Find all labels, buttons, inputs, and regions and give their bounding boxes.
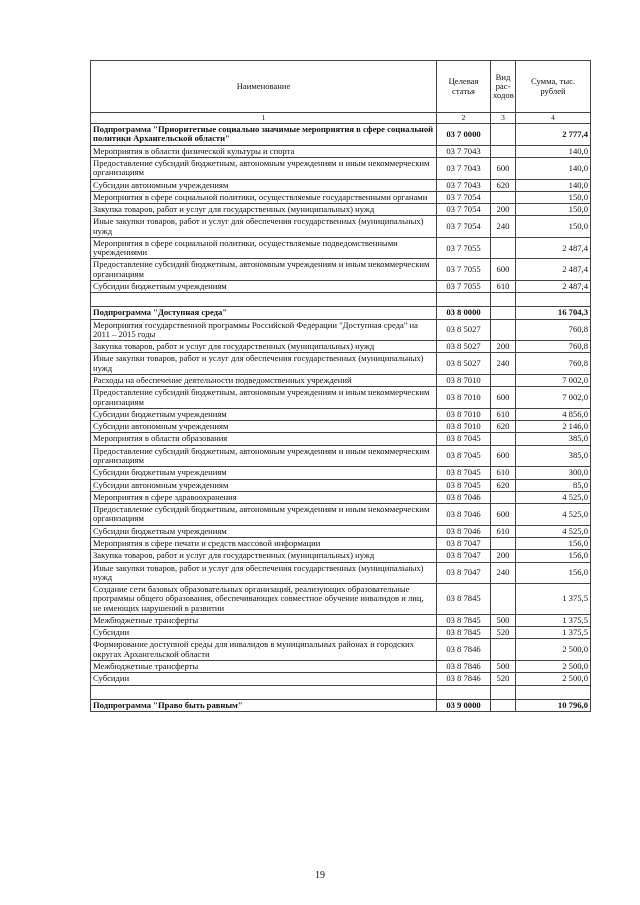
row-target-code-cell: 03 8 7045 <box>437 467 491 479</box>
row-target-code-cell <box>437 293 491 307</box>
row-expense-kind-cell <box>491 433 516 445</box>
table-row <box>91 145 591 157</box>
row-amount-cell: 156,0 <box>516 562 591 584</box>
row-target-code-cell: 03 7 7054 <box>437 204 491 216</box>
row-expense-kind-cell <box>491 191 516 203</box>
row-name-cell: Предоставление субсидий бюджетным, автономным учреждениям и иным некоммерческим организациям <box>91 445 437 467</box>
row-target-code-cell: 03 7 7055 <box>437 237 491 259</box>
subprogram-row <box>91 699 591 711</box>
row-name-cell: Мероприятия в сфере здравоохранения <box>91 491 437 503</box>
table-row <box>91 259 591 281</box>
budget-table <box>90 60 591 712</box>
row-amount-cell: 85,0 <box>516 479 591 491</box>
row-expense-kind-cell <box>491 685 516 699</box>
row-target-code-cell: 03 8 7845 <box>437 584 491 615</box>
row-expense-kind-cell: 620 <box>491 179 516 191</box>
row-amount-cell: 7 002,0 <box>516 387 591 409</box>
subprogram-row <box>91 307 591 319</box>
row-name-cell: Субсидии автономным учреждениям <box>91 179 437 191</box>
subprogram-row <box>91 124 591 146</box>
row-target-code-cell: 03 7 7055 <box>437 281 491 293</box>
row-target-code-cell: 03 7 7054 <box>437 216 491 238</box>
row-amount-cell: 2 146,0 <box>516 421 591 433</box>
table-row <box>91 550 591 562</box>
row-expense-kind-cell: 520 <box>491 673 516 685</box>
row-amount-cell: 385,0 <box>516 433 591 445</box>
row-expense-kind-cell <box>491 319 516 341</box>
row-target-code-cell: 03 8 7846 <box>437 639 491 661</box>
row-amount-cell: 2 487,4 <box>516 259 591 281</box>
table-row <box>91 216 591 238</box>
table-row <box>91 237 591 259</box>
row-expense-kind-cell: 600 <box>491 259 516 281</box>
row-name-cell: Подпрограмма "Право быть равным" <box>91 699 437 711</box>
row-expense-kind-cell <box>491 375 516 387</box>
table-row <box>91 421 591 433</box>
row-name-cell <box>91 293 437 307</box>
row-amount-cell: 156,0 <box>516 550 591 562</box>
row-expense-kind-cell: 240 <box>491 353 516 375</box>
row-target-code-cell: 03 8 7846 <box>437 673 491 685</box>
header-name: Наименование <box>91 61 437 113</box>
table-row <box>91 387 591 409</box>
row-target-code-cell: 03 7 7043 <box>437 179 491 191</box>
row-amount-cell: 10 796,0 <box>516 699 591 711</box>
row-expense-kind-cell <box>491 699 516 711</box>
row-name-cell: Подпрограмма "Доступная среда" <box>91 307 437 319</box>
row-amount-cell: 2 500,0 <box>516 661 591 673</box>
row-amount-cell: 2 487,4 <box>516 281 591 293</box>
table-row <box>91 204 591 216</box>
row-expense-kind-cell: 200 <box>491 550 516 562</box>
row-name-cell: Субсидии <box>91 627 437 639</box>
row-amount-cell: 4 525,0 <box>516 525 591 537</box>
row-expense-kind-cell: 200 <box>491 341 516 353</box>
row-amount-cell <box>516 293 591 307</box>
row-target-code-cell: 03 8 7047 <box>437 537 491 549</box>
table-row <box>91 191 591 203</box>
row-expense-kind-cell <box>491 124 516 146</box>
row-amount-cell: 4 525,0 <box>516 491 591 503</box>
table-row <box>91 479 591 491</box>
row-expense-kind-cell: 240 <box>491 216 516 238</box>
row-expense-kind-cell: 600 <box>491 387 516 409</box>
row-target-code-cell: 03 8 7010 <box>437 408 491 420</box>
row-expense-kind-cell: 610 <box>491 467 516 479</box>
spacer-row <box>91 293 591 307</box>
row-amount-cell: 1 375,5 <box>516 627 591 639</box>
row-amount-cell: 150,0 <box>516 204 591 216</box>
row-name-cell: Предоставление субсидий бюджетным, автономным учреждениям и иным некоммерческим организациям <box>91 504 437 526</box>
row-name-cell: Предоставление субсидий бюджетным, автономным учреждениям и иным некоммерческим организациям <box>91 387 437 409</box>
table-row <box>91 661 591 673</box>
row-amount-cell: 2 777,4 <box>516 124 591 146</box>
row-target-code-cell: 03 8 5027 <box>437 319 491 341</box>
row-target-code-cell: 03 9 0000 <box>437 699 491 711</box>
spacer-row <box>91 685 591 699</box>
row-name-cell: Создание сети базовых образовательных организаций, реализующих образовательные программы общего образования, обеспечивающих совместное обучение инвалидов и лиц, не имеющих нарушений в развитии <box>91 584 437 615</box>
row-name-cell: Расходы на обеспечение деятельности подведомственных учреждений <box>91 375 437 387</box>
row-name-cell <box>91 685 437 699</box>
row-name-cell: Подпрограмма "Приоритетные социально значимые мероприятия в сфере социальной политики Архангельской области" <box>91 124 437 146</box>
row-target-code-cell: 03 8 7845 <box>437 614 491 626</box>
row-name-cell: Мероприятия в сфере социальной политики, осуществляемые подведомственными учреждениями <box>91 237 437 259</box>
row-name-cell: Мероприятия государственной программы Российской Федерации "Доступная среда" на 2011 – 2015 годы <box>91 319 437 341</box>
row-expense-kind-cell: 500 <box>491 614 516 626</box>
row-name-cell: Межбюджетные трансферты <box>91 614 437 626</box>
row-target-code-cell: 03 8 5027 <box>437 353 491 375</box>
row-target-code-cell: 03 7 0000 <box>437 124 491 146</box>
header-expense-kind: Вид рас-ходов <box>491 61 516 113</box>
row-amount-cell: 4 856,0 <box>516 408 591 420</box>
row-name-cell: Субсидии автономным учреждениям <box>91 479 437 491</box>
row-target-code-cell: 03 8 7010 <box>437 421 491 433</box>
row-target-code-cell: 03 8 7010 <box>437 375 491 387</box>
column-number-row <box>91 113 591 124</box>
table-row <box>91 491 591 503</box>
row-name-cell: Субсидии <box>91 673 437 685</box>
table-row <box>91 375 591 387</box>
row-name-cell: Мероприятия в области физической культуры и спорта <box>91 145 437 157</box>
table-row <box>91 562 591 584</box>
row-expense-kind-cell: 610 <box>491 525 516 537</box>
row-expense-kind-cell: 240 <box>491 562 516 584</box>
row-name-cell: Межбюджетные трансферты <box>91 661 437 673</box>
row-amount-cell: 760,8 <box>516 353 591 375</box>
row-target-code-cell: 03 8 7045 <box>437 479 491 491</box>
table-row <box>91 341 591 353</box>
row-name-cell: Мероприятия в сфере социальной политики, осуществляемые государственными органами <box>91 191 437 203</box>
table-row <box>91 525 591 537</box>
row-expense-kind-cell: 600 <box>491 504 516 526</box>
table-header-row <box>91 61 591 113</box>
column-number-1: 1 <box>91 113 437 124</box>
row-name-cell: Предоставление субсидий бюджетным, автономным учреждениям и иным некоммерческим организациям <box>91 259 437 281</box>
row-name-cell: Закупка товаров, работ и услуг для государственных (муниципальных) нужд <box>91 204 437 216</box>
row-expense-kind-cell <box>491 145 516 157</box>
row-amount-cell: 140,0 <box>516 145 591 157</box>
row-expense-kind-cell: 620 <box>491 479 516 491</box>
row-expense-kind-cell: 600 <box>491 445 516 467</box>
table-row <box>91 673 591 685</box>
page-number: 19 <box>315 870 325 881</box>
row-name-cell: Субсидии бюджетным учреждениям <box>91 408 437 420</box>
row-amount-cell: 150,0 <box>516 216 591 238</box>
row-name-cell: Мероприятия в области образования <box>91 433 437 445</box>
row-name-cell: Закупка товаров, работ и услуг для государственных (муниципальных) нужд <box>91 341 437 353</box>
row-expense-kind-cell: 500 <box>491 661 516 673</box>
row-target-code-cell <box>437 685 491 699</box>
row-expense-kind-cell <box>491 237 516 259</box>
row-amount-cell: 2 487,4 <box>516 237 591 259</box>
column-number-2: 2 <box>437 113 491 124</box>
column-number-4: 4 <box>516 113 591 124</box>
row-target-code-cell: 03 7 7054 <box>437 191 491 203</box>
row-expense-kind-cell <box>491 307 516 319</box>
row-target-code-cell: 03 8 7046 <box>437 525 491 537</box>
table-body <box>91 61 591 712</box>
row-amount-cell: 1 375,5 <box>516 614 591 626</box>
row-target-code-cell: 03 8 7845 <box>437 627 491 639</box>
row-expense-kind-cell: 610 <box>491 281 516 293</box>
row-name-cell: Предоставление субсидий бюджетным, автономным учреждениям и иным некоммерческим организациям <box>91 157 437 179</box>
row-name-cell: Субсидии бюджетным учреждениям <box>91 281 437 293</box>
table-row <box>91 408 591 420</box>
row-target-code-cell: 03 7 7043 <box>437 157 491 179</box>
row-target-code-cell: 03 8 7046 <box>437 491 491 503</box>
row-target-code-cell: 03 7 7055 <box>437 259 491 281</box>
table-row <box>91 179 591 191</box>
row-amount-cell: 760,8 <box>516 341 591 353</box>
row-target-code-cell: 03 8 7047 <box>437 550 491 562</box>
row-name-cell: Закупка товаров, работ и услуг для государственных (муниципальных) нужд <box>91 550 437 562</box>
table-row <box>91 281 591 293</box>
table-row <box>91 504 591 526</box>
table-row <box>91 639 591 661</box>
row-expense-kind-cell <box>491 537 516 549</box>
table-row <box>91 537 591 549</box>
row-amount-cell: 2 500,0 <box>516 639 591 661</box>
row-name-cell: Мероприятия в сфере печати и средств массовой информации <box>91 537 437 549</box>
row-expense-kind-cell <box>491 491 516 503</box>
row-target-code-cell: 03 7 7043 <box>437 145 491 157</box>
row-expense-kind-cell: 200 <box>491 204 516 216</box>
row-target-code-cell: 03 8 7047 <box>437 562 491 584</box>
table-row <box>91 353 591 375</box>
row-amount-cell: 385,0 <box>516 445 591 467</box>
row-target-code-cell: 03 8 7010 <box>437 387 491 409</box>
table-row <box>91 614 591 626</box>
row-expense-kind-cell: 610 <box>491 408 516 420</box>
row-amount-cell: 760,8 <box>516 319 591 341</box>
row-name-cell: Иные закупки товаров, работ и услуг для обеспечения государственных (муниципальных) нужд <box>91 353 437 375</box>
row-expense-kind-cell: 600 <box>491 157 516 179</box>
row-amount-cell: 1 375,5 <box>516 584 591 615</box>
table-row <box>91 584 591 615</box>
row-amount-cell: 7 002,0 <box>516 375 591 387</box>
row-amount-cell: 140,0 <box>516 179 591 191</box>
row-expense-kind-cell: 520 <box>491 627 516 639</box>
row-amount-cell: 4 525,0 <box>516 504 591 526</box>
table-row <box>91 467 591 479</box>
row-target-code-cell: 03 8 7846 <box>437 661 491 673</box>
row-name-cell: Субсидии бюджетным учреждениям <box>91 525 437 537</box>
row-name-cell: Субсидии автономным учреждениям <box>91 421 437 433</box>
table-row <box>91 157 591 179</box>
row-expense-kind-cell: 620 <box>491 421 516 433</box>
header-target-article: Целевая статья <box>437 61 491 113</box>
row-expense-kind-cell <box>491 639 516 661</box>
table-row <box>91 627 591 639</box>
row-target-code-cell: 03 8 0000 <box>437 307 491 319</box>
header-amount: Сумма, тыс. рублей <box>516 61 591 113</box>
row-target-code-cell: 03 8 7045 <box>437 445 491 467</box>
row-amount-cell: 2 500,0 <box>516 673 591 685</box>
table-row <box>91 445 591 467</box>
row-amount-cell: 156,0 <box>516 537 591 549</box>
row-expense-kind-cell <box>491 584 516 615</box>
row-target-code-cell: 03 8 7045 <box>437 433 491 445</box>
row-name-cell: Субсидии бюджетным учреждениям <box>91 467 437 479</box>
row-target-code-cell: 03 8 7046 <box>437 504 491 526</box>
row-amount-cell: 150,0 <box>516 191 591 203</box>
row-name-cell: Формирование доступной среды для инвалидов в муниципальных районах и городских округах Архангельской области <box>91 639 437 661</box>
row-name-cell: Иные закупки товаров, работ и услуг для обеспечения государственных (муниципальных) нужд <box>91 562 437 584</box>
row-amount-cell: 16 704,3 <box>516 307 591 319</box>
row-amount-cell: 140,0 <box>516 157 591 179</box>
table-row <box>91 319 591 341</box>
row-expense-kind-cell <box>491 293 516 307</box>
table-row <box>91 433 591 445</box>
row-target-code-cell: 03 8 5027 <box>437 341 491 353</box>
row-name-cell: Иные закупки товаров, работ и услуг для обеспечения государственных (муниципальных) нужд <box>91 216 437 238</box>
row-amount-cell <box>516 685 591 699</box>
column-number-3: 3 <box>491 113 516 124</box>
row-amount-cell: 300,0 <box>516 467 591 479</box>
